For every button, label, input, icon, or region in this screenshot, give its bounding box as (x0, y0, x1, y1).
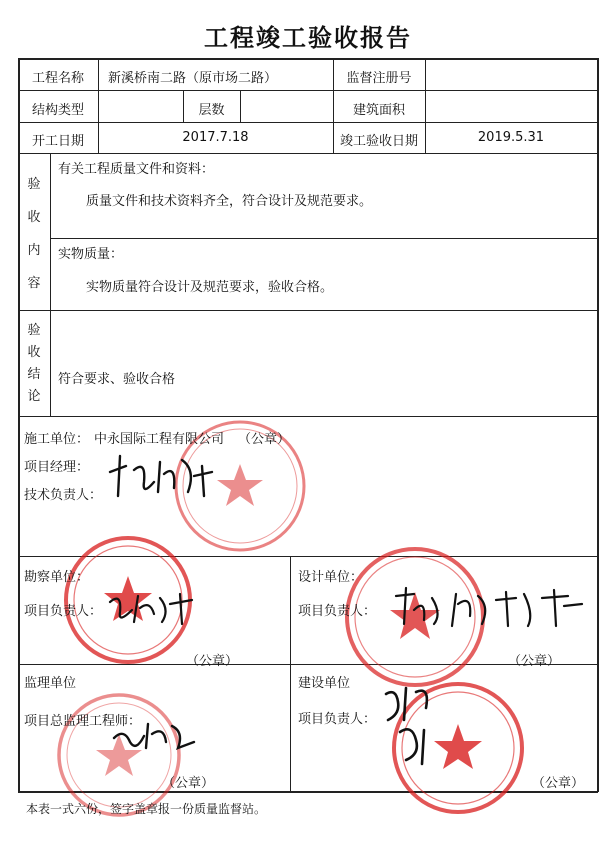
floors-label: 层数 (198, 103, 225, 118)
survey-leader-label: 项目负责人： (24, 604, 103, 619)
tech-leader-label: 技术负责人： (24, 488, 103, 503)
project-name-value: 新溪桥南二路（原市场二路） (108, 71, 278, 86)
report-title: 工程竣工验收报告 (204, 24, 412, 52)
survey-unit-label: 勘察单位： (24, 570, 90, 585)
design-leader-label: 项目负责人： (298, 604, 377, 619)
supervision-unit-label: 监理单位 (24, 676, 77, 691)
supervision-seal-note: （公章） (162, 776, 215, 791)
footer-note: 本表一式六份，签字盖章报一份质量监督站。 (26, 802, 267, 816)
construction-unit-name: 中永国际工程有限公司 (94, 432, 225, 447)
docs-text: 质量文件和技术资料齐全，符合设计及规范要求。 (86, 194, 373, 209)
design-unit-label: 设计单位： (298, 570, 364, 585)
acceptance-date-value: 2019.5.31 (477, 130, 545, 145)
conclusion-side-label: 验 收 结 论 (27, 323, 41, 404)
chief-engineer-label: 项目总监理工程师： (24, 714, 142, 729)
construction-seal-note: （公章） (238, 432, 291, 447)
quality-heading: 实物质量： (58, 247, 124, 262)
acceptance-date-label: 竣工验收日期 (339, 134, 418, 149)
owner-leader-label: 项目负责人： (298, 712, 377, 727)
structure-type-label: 结构类型 (31, 103, 84, 118)
docs-heading: 有关工程质量文件和资料： (58, 162, 215, 177)
project-manager-label: 项目经理： (24, 460, 90, 475)
owner-unit-label: 建设单位 (298, 676, 351, 691)
survey-signature (104, 588, 204, 628)
construction-unit-label: 施工单位： (24, 432, 90, 447)
project-name-label: 工程名称 (31, 71, 84, 86)
construction-signature (104, 452, 224, 502)
owner-seal-note: （公章） (532, 776, 585, 791)
survey-seal-note: （公章） (186, 654, 239, 669)
owner-seal (388, 678, 528, 818)
start-date-value: 2017.7.18 (182, 130, 249, 145)
supervision-no-label: 监督注册号 (346, 71, 412, 86)
design-signature (392, 584, 592, 632)
conclusion-text: 符合要求、验收合格 (58, 372, 176, 387)
content-side-label: 验 收 内 容 (27, 177, 41, 291)
owner-signature (376, 680, 466, 770)
design-seal-note: （公章） (508, 654, 561, 669)
quality-text: 实物质量符合设计及规范要求，验收合格。 (86, 280, 334, 295)
building-area-label: 建筑面积 (352, 103, 405, 118)
start-date-label: 开工日期 (31, 134, 84, 149)
